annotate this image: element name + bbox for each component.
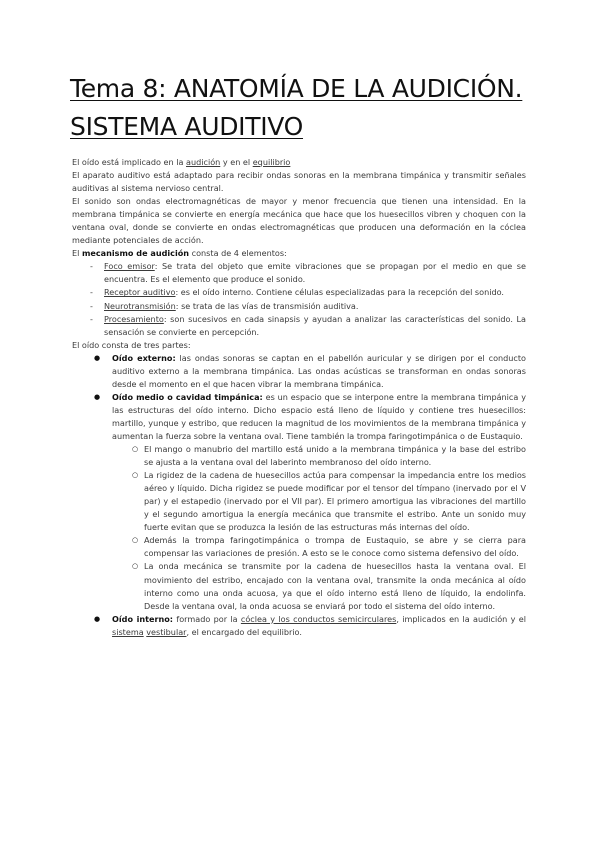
text-run: y en el	[220, 157, 253, 167]
underlined-term: Foco emisor	[104, 261, 155, 272]
underlined-term: Neurotransmisión	[104, 300, 176, 311]
list-item-text: es un espacio que se interpone entre la membrana timpánica y las estructuras del oído interno. Dicho espacio está lleno de líquido y contiene tres huesecillos: martillo, yunque y estribo, que reducen la magnitud de los movimientos de la membrana timpánica y aumentan la fuerza sobre la ventana oval. Tiene también la trompa faringotimpánica o de Eustaquio.	[112, 391, 526, 441]
text-run: , implicados en la audición y el	[396, 613, 526, 624]
intro-paragraph-3: El sonido son ondas electromagnéticas de mayor y menor frecuencia que tienen una intensidad. En la membrana timpánica se convierte en energía mecánica que hace que los huesecillos vibren y choquen con la ventana oval, donde se convierte en ondas electromagnéticas que producen una deformación en la cóclea mediante potenciales de acción.	[72, 196, 526, 246]
list-item-text: : Se trata del objeto que emite vibraciones que se propagan por el medio en que se encuentra. Es el elemento que produce el sonido.	[104, 261, 526, 285]
underlined-term: equilibrio	[252, 157, 291, 167]
sublist-item: ○ La onda mecánica se transmite por la cadena de huesecillos hasta la ventana oval. El movimiento del estribo, encajado con la ventana oval, transmite la onda mecánica al oído interno como una onda acuosa, ya que el oído interno está lleno de líquido, la endolinfa. Desde la ventana oval, la onda acuosa se enviará por todo el sistema del oído interno.	[72, 560, 526, 612]
bold-term: Oído externo:	[112, 352, 176, 363]
list-item-text: : es el oído interno. Contiene células especializadas para la recepción del sonido.	[175, 287, 505, 298]
underlined-term: vestibular	[146, 626, 187, 637]
bold-term: Oído interno:	[112, 613, 174, 624]
title-line-2: SISTEMA AUDITIVO	[70, 112, 304, 141]
mechanism-list	[72, 260, 526, 338]
list-item-text: : se trata de las vías de transmisión auditiva.	[175, 300, 359, 311]
list-item-external-ear	[72, 352, 526, 391]
middle-ear-sublist	[72, 443, 526, 613]
sublist-item: ○ El mango o manubrio del martillo está unido a la membrana timpánica y la base del estribo se ajusta a la ventana oval del laberinto membranoso del oído interno.	[72, 443, 526, 469]
list-item-text: las ondas sonoras se captan en el pabellón auricular y se dirigen por el conducto auditivo externo a la membrana timpánica. Las ondas acústicas se transforman en ondas sonoras desde el momento en el que hacen vibrar la membrana timpánica.	[112, 352, 526, 389]
underlined-term: audición	[186, 157, 221, 167]
list-item-middle-ear	[72, 391, 526, 613]
list-item	[72, 313, 526, 339]
list-item-text: : son sucesivos en cada sinapsis y ayudan a analizar las características del sonido. La sensación se convierte en percepción.	[104, 313, 526, 337]
list-item	[72, 260, 526, 286]
ear-parts-list	[72, 352, 526, 639]
underlined-term: Receptor auditivo	[104, 287, 176, 298]
intro-paragraph-4	[72, 247, 526, 260]
list-item	[72, 300, 526, 313]
text-run: , el encargado del equilibrio.	[186, 626, 302, 637]
text-run: consta de 4 elementos:	[189, 248, 287, 259]
text-run: formado por la	[173, 613, 241, 624]
document-body	[72, 156, 526, 639]
sublist-item: ○ La rigidez de la cadena de huesecillos actúa para compensar la impedancia entre los medios aéreo y líquido. Dicha rigidez se puede modificar por el tensor del tímpano (inervado por el V par) y el estapedio (inervado por el VII par). El primero amortigua las vibraciones del martillo y el segundo amortigua la energía mecánica que transmite el estribo. Ante un sonido muy fuerte evitan que se produzca la lesión de las estructuras más internas del oído.	[72, 469, 526, 534]
bold-term: Oído medio o cavidad timpánica:	[112, 391, 263, 402]
underlined-term: cóclea y los conductos semicirculares	[240, 613, 397, 624]
intro-paragraph-2: El aparato auditivo está adaptado para recibir ondas sonoras en la membrana timpánica y transmitir señales auditivas al sistema nervioso central.	[72, 170, 526, 194]
page-title	[70, 70, 522, 146]
underlined-term: sistema	[112, 626, 144, 637]
list-item-internal-ear	[72, 613, 526, 639]
parts-intro: El oído consta de tres partes:	[72, 339, 191, 350]
text-run: El	[72, 248, 82, 259]
sublist-item: ○ Además la trompa faringotimpánica o trompa de Eustaquio, se abre y se cierra para compensar las variaciones de presión. A esto se le conoce como sistema defensivo del oído.	[72, 534, 526, 560]
title-line-1: Tema 8: ANATOMÍA DE LA AUDICIÓN.	[70, 74, 523, 103]
intro-paragraph-1	[72, 156, 526, 169]
text-run: El oído está implicado en la	[72, 157, 187, 167]
underlined-term: Procesamiento	[104, 313, 164, 324]
bold-term: mecanismo de audición	[81, 248, 190, 259]
list-item	[72, 286, 526, 299]
